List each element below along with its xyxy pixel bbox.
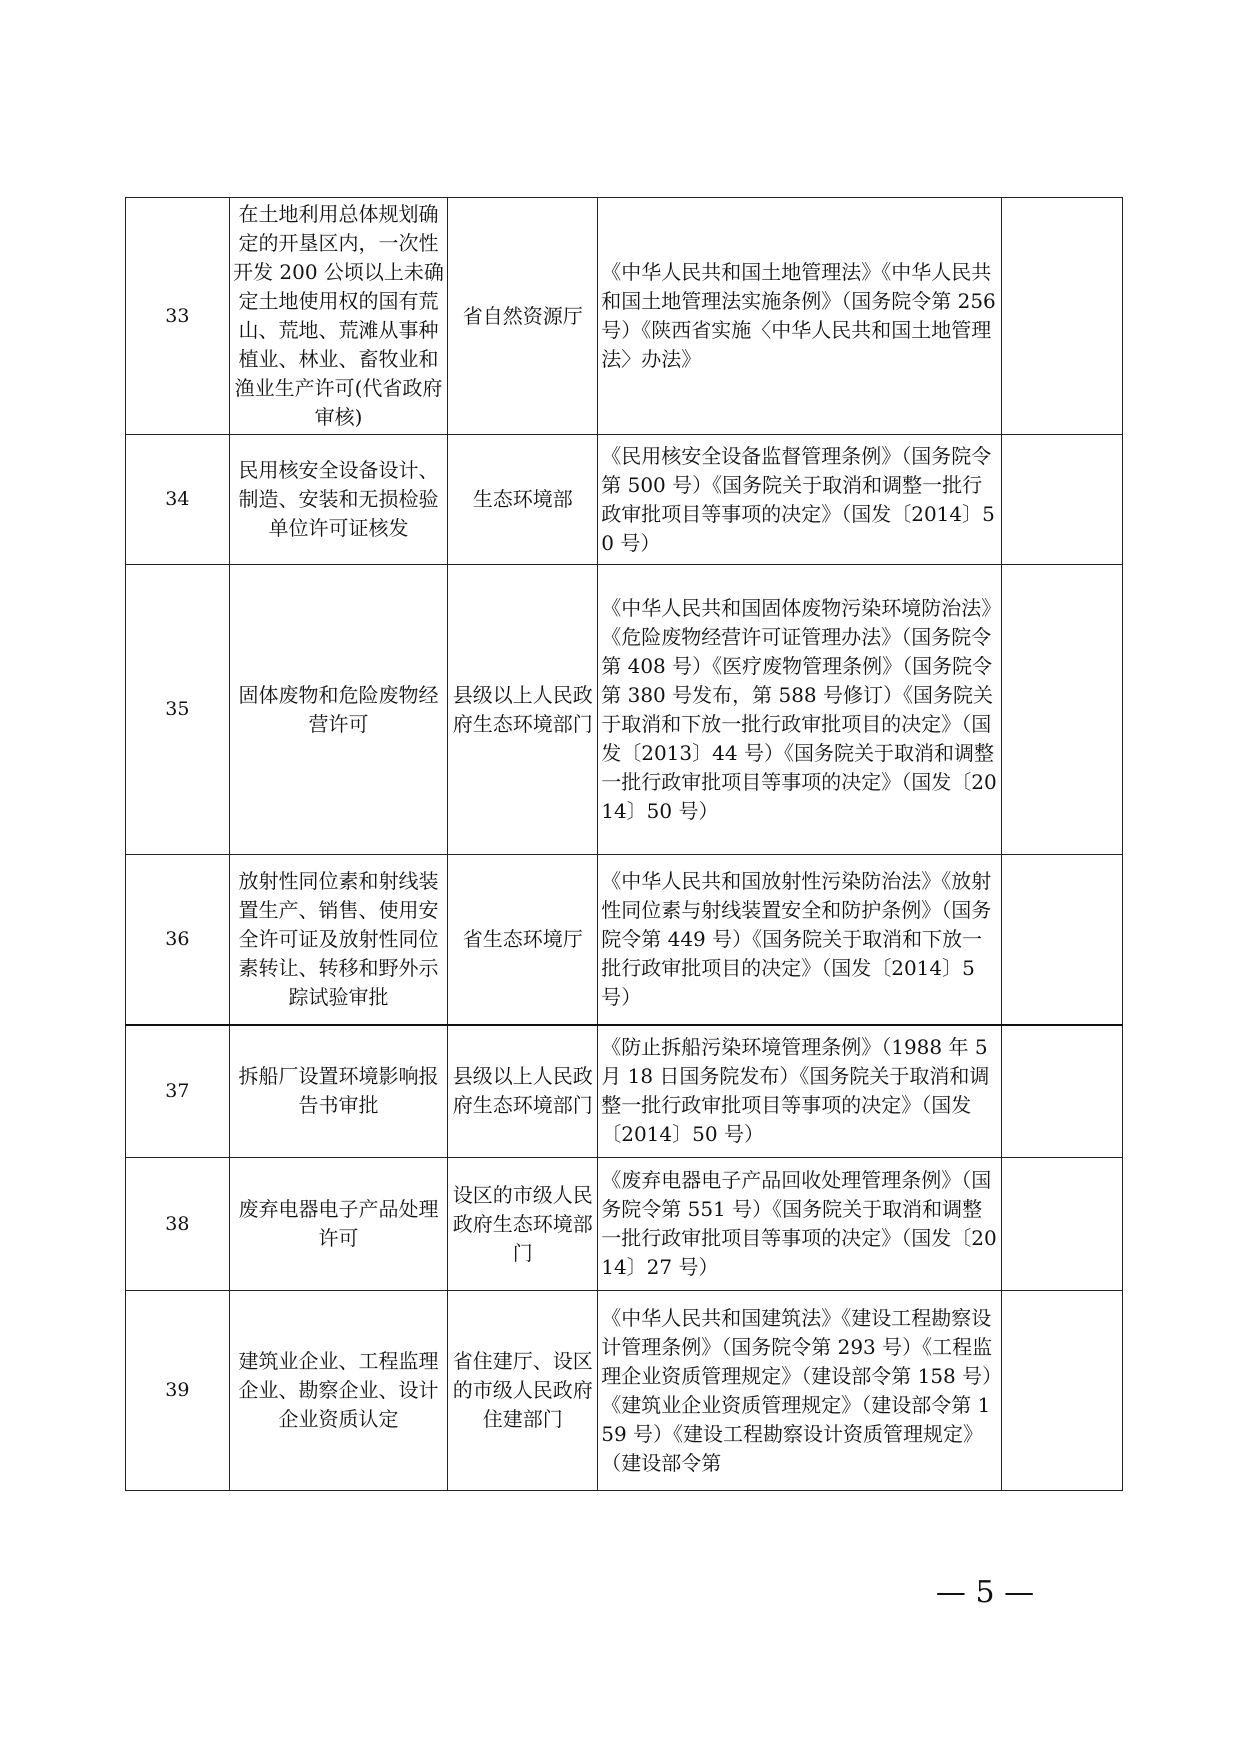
- remarks-cell: [1001, 198, 1122, 435]
- remarks-cell: [1001, 435, 1122, 565]
- item-name: 民用核安全设备设计、制造、安装和无损检验单位许可证核发: [229, 435, 448, 565]
- department: 生态环境部: [448, 435, 598, 565]
- remarks-cell: [1001, 855, 1122, 1025]
- table-row: [126, 1158, 1123, 1291]
- table-row: [126, 855, 1123, 1025]
- row-number: 33: [126, 198, 230, 435]
- item-name: 在土地利用总体规划确定的开垦区内，一次性开发 200 公顷以上未确定土地使用权的国有荒山、荒地、荒滩从事种植业、林业、畜牧业和渔业生产许可(代省政府审核): [229, 198, 448, 435]
- legal-basis: 《中华人民共和国建筑法》《建设工程勘察设计管理条例》（国务院令第 293 号）《工程监理企业资质管理规定》（建设部令第 158 号）《建筑业企业资质管理规定》（建设部令第 159 号）《建设工程勘察设计资质管理规定》（建设部令第: [598, 1291, 1002, 1491]
- item-name: 固体废物和危险废物经营许可: [229, 565, 448, 855]
- legal-basis: 《中华人民共和国固体废物污染环境防治法》《危险废物经营许可证管理办法》（国务院令第 408 号）《医疗废物管理条例》（国务院令第 380 号发布，第 588 号修订）《国务院关于取消和下放一批行政审批项目的决定》（国发〔2013〕44 号）《国务院关于取消和调整一批行政审批项目等事项的决定》（国发〔2014〕50 号）: [598, 565, 1002, 855]
- legal-basis: 《防止拆船污染环境管理条例》（1988 年 5 月 18 日国务院发布）《国务院关于取消和调整一批行政审批项目等事项的决定》（国发〔2014〕50 号）: [598, 1025, 1002, 1158]
- department: 县级以上人民政府生态环境部门: [448, 1025, 598, 1158]
- remarks-cell: [1001, 1025, 1122, 1158]
- remarks-cell: [1001, 565, 1122, 855]
- table-row: [126, 1291, 1123, 1491]
- table-row: [126, 198, 1123, 435]
- row-number: 38: [126, 1158, 230, 1291]
- row-number: 37: [126, 1025, 230, 1158]
- department: 省住建厅、设区的市级人民政府住建部门: [448, 1291, 598, 1491]
- table-row: [126, 565, 1123, 855]
- permit-table: [125, 197, 1123, 1491]
- row-number: 35: [126, 565, 230, 855]
- page-number: — 5 —: [935, 1575, 1035, 1610]
- department: 省生态环境厅: [448, 855, 598, 1025]
- legal-basis: 《中华人民共和国放射性污染防治法》《放射性同位素与射线装置安全和防护条例》（国务院令第 449 号）《国务院关于取消和下放一批行政审批项目的决定》（国发〔2014〕5 号）: [598, 855, 1002, 1025]
- item-name: 拆船厂设置环境影响报告书审批: [229, 1025, 448, 1158]
- remarks-cell: [1001, 1158, 1122, 1291]
- table-row: [126, 1025, 1123, 1158]
- department: 设区的市级人民政府生态环境部门: [448, 1158, 598, 1291]
- row-number: 39: [126, 1291, 230, 1491]
- department: 省自然资源厅: [448, 198, 598, 435]
- department: 县级以上人民政府生态环境部门: [448, 565, 598, 855]
- legal-basis: 《中华人民共和国土地管理法》《中华人民共和国土地管理法实施条例》（国务院令第 256 号）《陕西省实施〈中华人民共和国土地管理法〉办法》: [598, 198, 1002, 435]
- legal-basis: 《废弃电器电子产品回收处理管理条例》（国务院令第 551 号）《国务院关于取消和调整一批行政审批项目等事项的决定》（国发〔2014〕27 号）: [598, 1158, 1002, 1291]
- item-name: 建筑业企业、工程监理企业、勘察企业、设计企业资质认定: [229, 1291, 448, 1491]
- row-number: 36: [126, 855, 230, 1025]
- table-row: [126, 435, 1123, 565]
- legal-basis: 《民用核安全设备监督管理条例》（国务院令第 500 号）《国务院关于取消和调整一批行政审批项目等事项的决定》（国发〔2014〕50 号）: [598, 435, 1002, 565]
- remarks-cell: [1001, 1291, 1122, 1491]
- item-name: 放射性同位素和射线装置生产、销售、使用安全许可证及放射性同位素转让、转移和野外示踪试验审批: [229, 855, 448, 1025]
- row-number: 34: [126, 435, 230, 565]
- item-name: 废弃电器电子产品处理许可: [229, 1158, 448, 1291]
